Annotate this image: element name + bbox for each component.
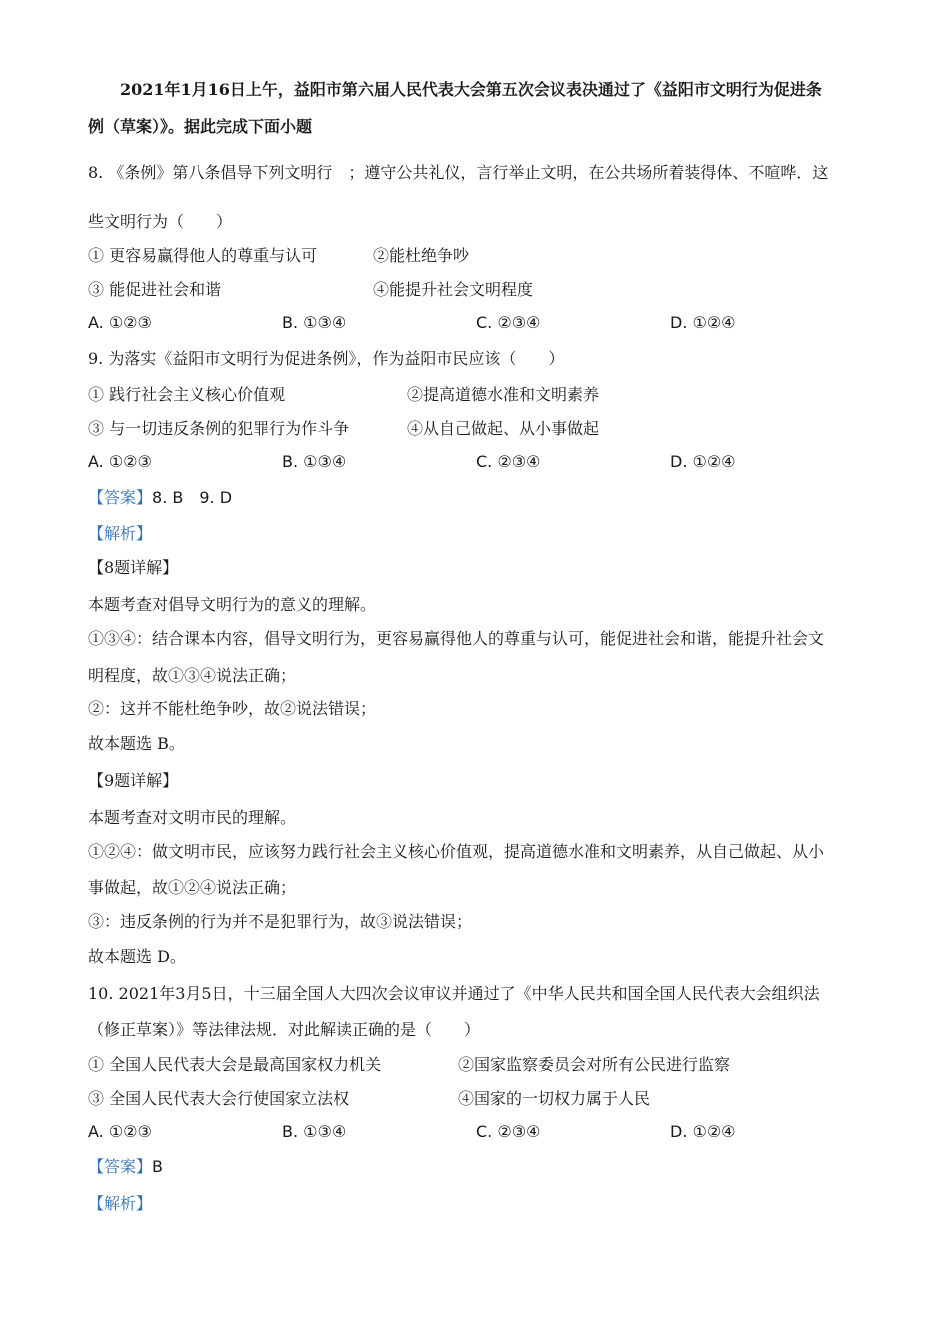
q9-option-4: ④从自己做起、从小事做起 xyxy=(407,419,600,438)
analysis-label-1: 【解析】 xyxy=(88,524,153,543)
detail8-line-5: 故本题选 B。 xyxy=(88,734,185,753)
detail9-line-5: 故本题选 D。 xyxy=(88,947,186,966)
q10-choice-d: D. ①②④ xyxy=(670,1122,736,1141)
answer-label: 【答案】 xyxy=(88,488,153,507)
q9-stem: 9. 为落实《益阳市文明行为促进条例》，作为益阳市民应该（ ） xyxy=(88,349,565,368)
q10-option-4: ④国家的一切权力属于人民 xyxy=(458,1089,651,1108)
detail9-line-3: 事做起，故①②④说法正确； xyxy=(88,878,297,897)
q10-option-1: ① 全国人民代表大会是最高国家权力机关 xyxy=(88,1055,382,1074)
q9-option-1: ① 践行社会主义核心价值观 xyxy=(88,385,286,404)
q9-choice-d: D. ①②④ xyxy=(670,452,736,471)
detail8-line-3: 明程度，故①③④说法正确； xyxy=(88,666,297,685)
detail9-line-1: 本题考查对文明市民的理解。 xyxy=(88,808,297,827)
answer-block-2 xyxy=(88,1157,163,1177)
detail9-heading: 【9题详解】 xyxy=(88,771,179,790)
q9-option-3: ③ 与一切违反条例的犯罪行为作斗争 xyxy=(88,419,350,438)
detail8-line-4: ②：这并不能杜绝争吵，故②说法错误； xyxy=(88,699,377,718)
q8-option-3: ③ 能促进社会和谐 xyxy=(88,280,222,299)
answer-label-2: 【答案】 xyxy=(88,1157,153,1176)
detail9-line-2: ①②④：做文明市民，应该努力践行社会主义核心价值观，提高道德水准和文明素养，从自己做起、从小 xyxy=(88,842,825,861)
q8-choice-d: D. ①②④ xyxy=(670,313,736,332)
detail9-line-4: ③：违反条例的行为并不是犯罪行为，故③说法错误； xyxy=(88,912,473,931)
q8-option-4: ④能提升社会文明程度 xyxy=(373,280,534,299)
answer-block-1 xyxy=(88,488,232,508)
analysis-label-2: 【解析】 xyxy=(88,1194,153,1213)
q10-option-2: ②国家监察委员会对所有公民进行监察 xyxy=(458,1055,731,1074)
q8-stem-line-2: 些文明行为（ ） xyxy=(88,212,233,231)
detail8-line-2: ①③④：结合课本内容，倡导文明行为，更容易赢得他人的尊重与认可，能促进社会和谐，能提升社会文 xyxy=(88,629,825,648)
q8-option-2: ②能杜绝争吵 xyxy=(373,246,470,265)
intro-line-1: 2021年1月16日上午，益阳市第六届人民代表大会第五次会议表决通过了《益阳市文明行为促进条 xyxy=(120,80,822,99)
q8-stem-line-1: 8. 《条例》第八条倡导下列文明行 ；遵守公共礼仪，言行举止文明，在公共场所着装得体、不喧哗．这 xyxy=(88,163,829,182)
detail8-line-1: 本题考查对倡导文明行为的意义的理解。 xyxy=(88,595,377,614)
q10-choice-a: A. ①②③ xyxy=(88,1122,152,1141)
q8-option-1: ① 更容易赢得他人的尊重与认可 xyxy=(88,246,318,265)
q9-option-2: ②提高道德水准和文明素养 xyxy=(407,385,600,404)
detail8-heading: 【8题详解】 xyxy=(88,558,179,577)
q8-choice-a: A. ①②③ xyxy=(88,313,152,332)
q10-choice-c: C. ②③④ xyxy=(476,1122,541,1141)
q10-choice-b: B. ①③④ xyxy=(282,1122,347,1141)
answer-text-2: B xyxy=(152,1157,163,1176)
q8-choice-c: C. ②③④ xyxy=(476,313,541,332)
q10-stem-line-1: 10. 2021年3月5日，十三届全国人大四次会议审议并通过了《中华人民共和国全国人民代表大会组织法 xyxy=(88,984,820,1003)
q9-choice-a: A. ①②③ xyxy=(88,452,152,471)
q10-option-3: ③ 全国人民代表大会行使国家立法权 xyxy=(88,1089,350,1108)
q9-choice-c: C. ②③④ xyxy=(476,452,541,471)
q9-choice-b: B. ①③④ xyxy=(282,452,347,471)
answer-text: 8. B 9. D xyxy=(152,488,233,507)
intro-line-2: 例（草案）》。据此完成下面小题 xyxy=(88,117,313,136)
q8-choice-b: B. ①③④ xyxy=(282,313,347,332)
q10-stem-line-2: （修正草案）》等法律法规．对此解读正确的是（ ） xyxy=(88,1020,481,1039)
